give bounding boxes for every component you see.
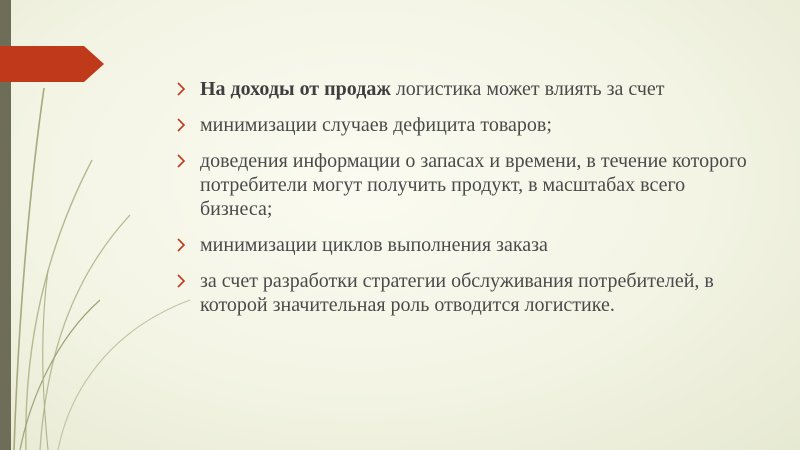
bullet-list [176, 77, 761, 329]
chevron-right-icon [176, 113, 200, 137]
list-item-text: минимизации случаев дефицита товаров; [200, 114, 552, 136]
bold-lead: На доходы от продаж [200, 78, 391, 100]
list-item-text: доведения информации о запасах и времени, в течение которого потребители могут получить продукт, в масштабах всего бизнеса; [200, 150, 747, 220]
chevron-right-icon [176, 77, 200, 101]
chevron-right-icon [176, 149, 200, 173]
list-item [176, 113, 761, 137]
list-item-text [200, 77, 761, 101]
list-item [176, 269, 761, 317]
list-item [176, 77, 761, 101]
list-item-rest: логистика может влиять за счет [390, 78, 665, 100]
chevron-right-icon [176, 269, 200, 293]
list-item-text: за счет разработки стратегии обслуживания потребителей, в которой значительная роль отводится логистике. [200, 270, 714, 316]
red-arrow-banner [0, 0, 110, 90]
list-item [176, 233, 761, 257]
list-item-text: минимизации циклов выполнения заказа [200, 234, 548, 256]
list-item [176, 149, 761, 221]
chevron-right-icon [176, 233, 200, 257]
